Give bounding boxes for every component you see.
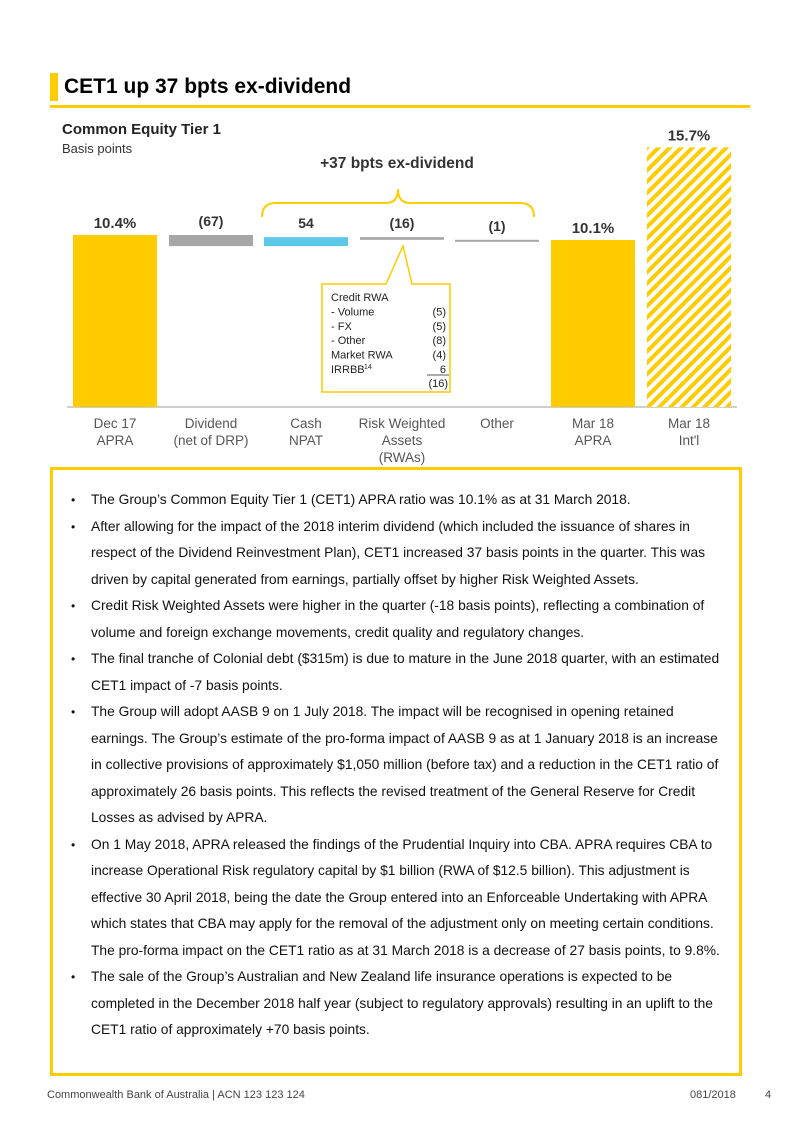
title-block [50, 73, 750, 109]
commentary-bullet: • The Group will adopt AASB 9 on 1 July 2018. The impact will be recognised in opening retained earnings. The Group’s estimate of the pro-forma impact of AASB 9 as at 1 January 2018 is an increase in collective provisions of approximately $1,050 million (before tax) and a reduction in the CET1 ratio of approximately 26 basis points. This reflects the revised treatment of the General Reserve for Credit Losses as advised by APRA. [63, 699, 731, 832]
category-label: Int'l [678, 433, 700, 448]
data-label: (1) [488, 217, 506, 234]
category-label: Risk Weighted [358, 416, 446, 431]
category-label: APRA [96, 433, 134, 448]
data-label: 10.4% [93, 215, 137, 232]
rwa-row-label: Market RWA [331, 349, 393, 362]
bracket [262, 189, 534, 217]
category-label: Other [480, 416, 514, 431]
commentary-bullet: • After allowing for the impact of the 2018 interim dividend (which included the issuance of shares in respect of the Dividend Reinvestment Plan), CET1 increased 37 basis points in the quarter. This was driven by capital generated from earnings, partially offset by higher Risk Weighted Assets. [63, 514, 731, 594]
rwa-row-label: - FX [331, 320, 352, 333]
rwa-row-value: 6 [439, 364, 446, 376]
title-accent-bar [50, 73, 58, 101]
rwa-row-label: - Other [331, 335, 366, 348]
category-label: APRA [574, 433, 612, 448]
rwa-row-label: - Volume [331, 306, 375, 319]
category-label: Mar 18 [667, 416, 711, 431]
rwa-row-value: (5) [432, 306, 446, 319]
rwa-row-footnote: 14 [364, 364, 372, 371]
data-label: 15.7% [667, 127, 711, 145]
data-label: (67) [198, 213, 224, 229]
commentary-bullet: • The final tranche of Colonial debt ($315m) is due to mature in the June 2018 quarter, with an estimated CET1 impact of -7 basis points. [63, 646, 731, 699]
bar-4 [455, 240, 539, 242]
bar-2 [264, 237, 348, 246]
page-title: CET1 up 37 bpts ex-dividend [64, 75, 352, 98]
chart-title: Common Equity Tier 1 [62, 121, 221, 138]
category-label: NPAT [288, 433, 324, 448]
bar-1 [169, 235, 253, 246]
commentary-bullet: • The Group’s Common Equity Tier 1 (CET1) APRA ratio was 10.1% as at 31 March 2018. [63, 487, 731, 514]
rwa-total-value: (16) [428, 378, 448, 390]
commentary-list [53, 470, 739, 1044]
rwa-row-value: (4) [432, 349, 446, 362]
category-label: Dividend [184, 416, 238, 431]
data-label: 54 [298, 215, 314, 232]
rwa-row-label: IRRBB [331, 364, 365, 376]
category-label: Cash [290, 416, 322, 431]
commentary-bullet: • The sale of the Group’s Australian and New Zealand life insurance operations is expected to be completed in the December 2018 half year (subject to regulatory approvals) resulting in an uplift to the CET1 ratio of approximately +70 basis points. [63, 964, 731, 1044]
rwa-row-value: (5) [432, 320, 446, 333]
category-label: Assets [381, 433, 423, 448]
commentary-bullet: • Credit Risk Weighted Assets were higher in the quarter (-18 basis points), reflecting a combination of volume and foreign exchange movements, credit quality and regulatory changes. [63, 593, 731, 646]
bar-6 [647, 147, 731, 407]
bracket-label: +37 bpts ex-dividend [320, 155, 474, 172]
bar-5 [551, 240, 635, 407]
commentary-box [50, 467, 742, 1076]
chart-subtitle: Basis points [62, 141, 133, 156]
commentary-bullet: • On 1 May 2018, APRA released the findings of the Prudential Inquiry into CBA. APRA requires CBA to increase Operational Risk regulatory capital by $1 billion (RWA of $12.5 billion). This adjustment is effective 30 April 2018, being the date the Group entered into an Enforceable Undertaking with APRA which states that CBA may apply for the removal of the adjustment only on meeting certain conditions. The pro-forma impact on the CET1 ratio as at 31 March 2018 is a decrease of 27 basis points, to 9.8%. [63, 832, 731, 965]
category-label: Mar 18 [571, 416, 615, 431]
bar-0 [73, 235, 157, 407]
data-label: (16) [389, 215, 415, 232]
rwa-row-label: Credit RWA [331, 292, 389, 304]
category-label: Dec 17 [93, 416, 137, 431]
footer-company: Commonwealth Bank of Australia | ACN 123 123 124 [47, 1089, 305, 1101]
rwa-row-value: (8) [432, 335, 446, 348]
page-number: 4 [765, 1089, 772, 1101]
data-label: 10.1% [571, 219, 615, 237]
footer-doc-code: 081/2018 [690, 1089, 736, 1101]
bar-3 [360, 237, 444, 240]
category-label: (net of DRP) [173, 433, 249, 448]
title-underline [50, 105, 750, 108]
category-label: (RWAs) [378, 450, 426, 465]
